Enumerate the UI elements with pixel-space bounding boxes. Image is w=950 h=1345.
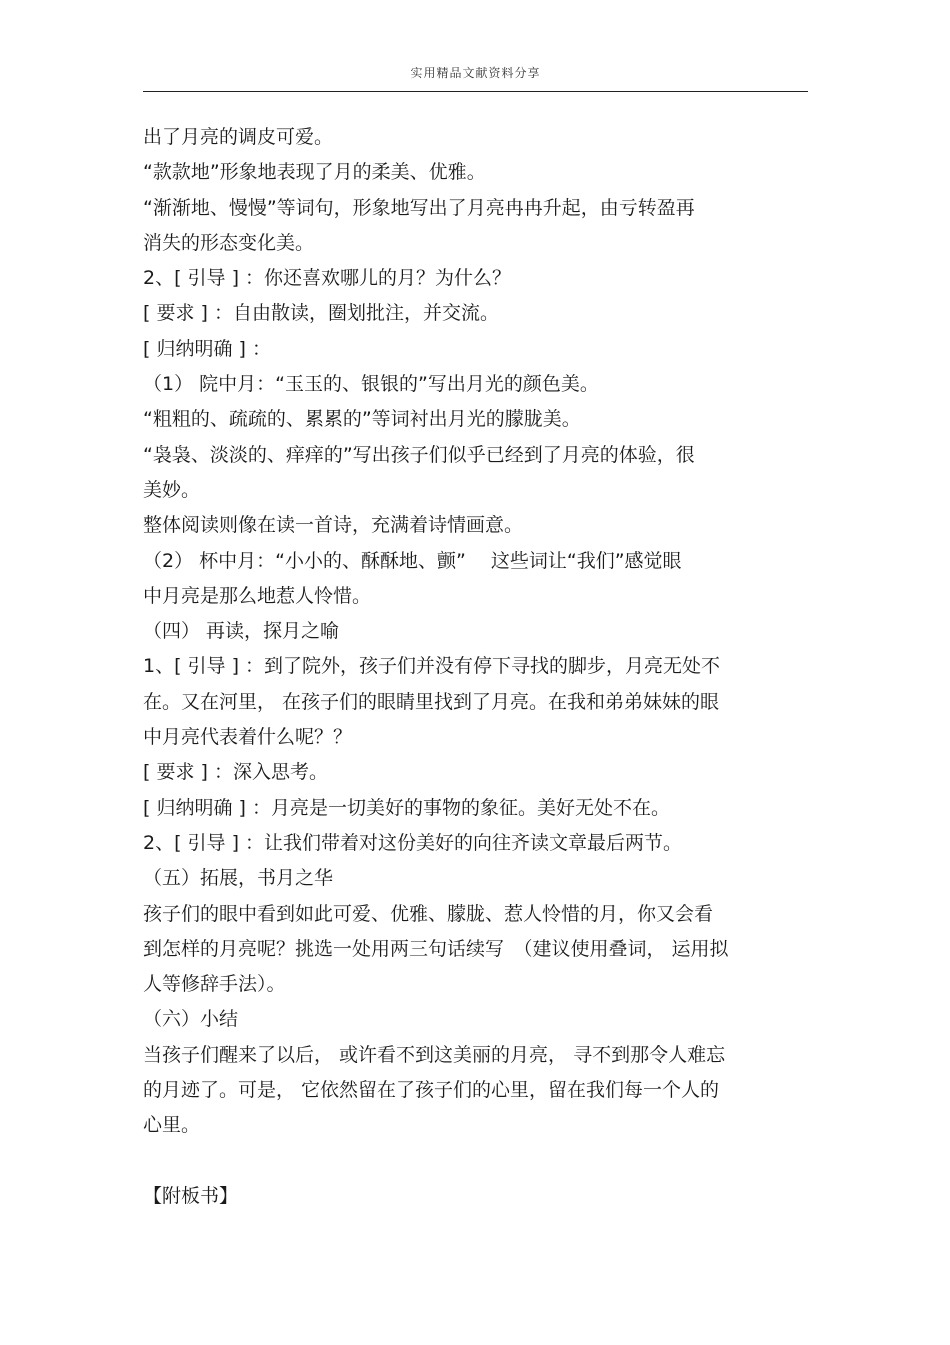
page-header: 实用精品文献资料分享 bbox=[410, 66, 541, 80]
text-line-11: 美妙。 bbox=[143, 478, 201, 501]
text-line-1: 出了月亮的调皮可爱。 bbox=[143, 126, 334, 148]
text-line-10: “袅袅、淡淡的、痒痒的”写出孩子们似乎已经到了月亮的体验，很 bbox=[143, 443, 695, 466]
text-line-6: [ 要求 ] ：自由散读，圈划批注，并交流。 bbox=[143, 302, 499, 325]
blank-line bbox=[143, 1144, 808, 1179]
text-line-9: “粗粗的、疏疏的、累累的”等词衬出月光的朦胧美。 bbox=[143, 408, 581, 431]
text-line-12: 整体阅读则像在读一首诗，充满着诗情画意。 bbox=[143, 514, 524, 537]
board-notes-title: 【附板书】 bbox=[143, 1184, 239, 1207]
text-line-23: 孩子们的眼中看到如此可爱、优雅、朦胧、惹人怜惜的月，你又会看 bbox=[143, 902, 714, 925]
text-line-15: （四） 再读，探月之喻 bbox=[143, 620, 340, 643]
text-line-20: [ 归纳明确 ] ：月亮是一切美好的事物的象征。美好无处不在。 bbox=[143, 796, 670, 819]
text-line-17: 在。又在河里， 在孩子们的眼睛里找到了月亮。在我和弟弟妹妹的眼 bbox=[143, 690, 720, 713]
text-line-26: （六）小结 bbox=[143, 1008, 239, 1031]
text-line-13: （2） 杯中月：“小小的、酥酥地、颤” 这些词让“我们”感觉眼 bbox=[143, 549, 682, 572]
text-line-25: 人等修辞手法）。 bbox=[143, 973, 286, 996]
text-line-29: 心里。 bbox=[143, 1114, 201, 1137]
text-line-4: 消失的形态变化美。 bbox=[143, 231, 315, 254]
header-divider bbox=[143, 91, 808, 92]
text-line-21: 2、[ 引导 ] ：让我们带着对这份美好的向往齐读文章最后两节。 bbox=[143, 831, 683, 854]
text-line-28: 的月迹了。可是， 它依然留在了孩子们的心里，留在我们每一个人的 bbox=[143, 1079, 720, 1102]
text-line-22: （五）拓展，书月之华 bbox=[143, 867, 334, 890]
text-line-2: “款款地”形象地表现了月的柔美、优雅。 bbox=[143, 161, 486, 184]
text-line-18: 中月亮代表着什么呢？？ bbox=[143, 726, 353, 749]
text-line-8: （1） 院中月：“玉玉的、银银的”写出月光的颜色美。 bbox=[143, 373, 599, 396]
text-line-16: 1、[ 引导 ] ：到了院外，孩子们并没有停下寻找的脚步，月亮无处不 bbox=[143, 655, 721, 678]
document-body bbox=[143, 120, 808, 1214]
text-line-3: “渐渐地、慢慢”等词句，形象地写出了月亮冉冉升起，由亏转盈再 bbox=[143, 196, 695, 219]
text-line-5: 2、[ 引导 ] ：你还喜欢哪儿的月？为什么？ bbox=[143, 267, 512, 290]
text-line-19: [ 要求 ] ：深入思考。 bbox=[143, 761, 328, 784]
text-line-27: 当孩子们醒来了以后， 或许看不到这美丽的月亮， 寻不到那令人难忘 bbox=[143, 1043, 726, 1066]
text-line-14: 中月亮是那么地惹人怜惜。 bbox=[143, 584, 372, 607]
text-line-24: 到怎样的月亮呢？挑选一处用两三句话续写 （建议使用叠词， 运用拟 bbox=[143, 937, 729, 960]
text-line-7: [ 归纳明确 ] ： bbox=[143, 337, 271, 360]
